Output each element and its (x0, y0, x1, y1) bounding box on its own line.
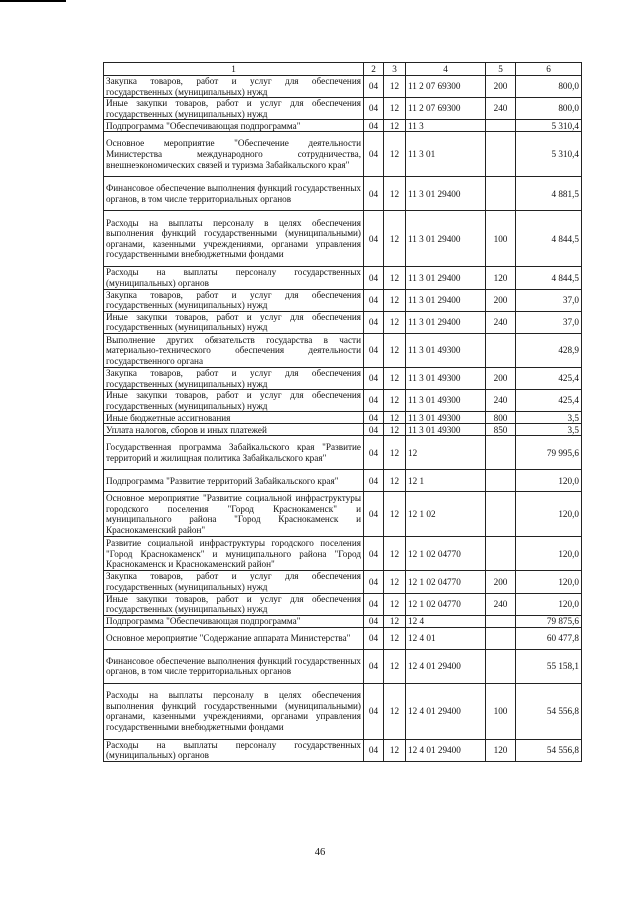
row-subsection: 12 (384, 571, 406, 593)
table-row (104, 649, 582, 683)
row-section: 04 (364, 211, 384, 267)
row-subsection: 12 (384, 470, 406, 492)
table-row (104, 424, 582, 436)
row-name: Уплата налогов, сборов и иных платежей (104, 424, 364, 436)
budget-table (103, 62, 582, 762)
row-subsection: 12 (384, 739, 406, 761)
table-row (104, 267, 582, 289)
row-target-article: 12 4 01 29400 (406, 739, 486, 761)
row-expense-type (486, 537, 516, 571)
row-amount: 425,4 (516, 367, 582, 389)
row-target-article: 11 3 (406, 120, 486, 132)
row-subsection: 12 (384, 98, 406, 120)
row-expense-type: 200 (486, 289, 516, 311)
row-amount: 4 844,5 (516, 267, 582, 289)
row-name: Финансовое обеспечение выполнения функций государственных органов, в том числе территориальных органов (104, 649, 364, 683)
row-section: 04 (364, 267, 384, 289)
row-subsection: 12 (384, 311, 406, 333)
row-section: 04 (364, 649, 384, 683)
table-row (104, 537, 582, 571)
row-section: 04 (364, 683, 384, 739)
row-amount: 5 310,4 (516, 120, 582, 132)
table-row (104, 412, 582, 424)
row-target-article: 12 (406, 436, 486, 470)
row-target-article: 12 4 01 29400 (406, 649, 486, 683)
row-name: Государственная программа Забайкальского края "Развитие территорий и жилищная политика Забайкальского края" (104, 436, 364, 470)
row-target-article: 11 3 01 (406, 132, 486, 177)
row-section: 04 (364, 98, 384, 120)
row-section: 04 (364, 412, 384, 424)
row-amount: 54 556,8 (516, 683, 582, 739)
row-section: 04 (364, 537, 384, 571)
row-name: Иные закупки товаров, работ и услуг для обеспечения государственных (муниципальных) нужд (104, 311, 364, 333)
row-subsection: 12 (384, 177, 406, 211)
row-target-article: 12 1 02 04770 (406, 537, 486, 571)
row-subsection: 12 (384, 424, 406, 436)
row-subsection: 12 (384, 390, 406, 412)
table-row (104, 436, 582, 470)
table-row (104, 98, 582, 120)
row-target-article: 12 4 01 (406, 627, 486, 649)
row-name: Подпрограмма "Развитие территорий Забайкальского края" (104, 470, 364, 492)
row-name: Расходы на выплаты персоналу в целях обеспечения выполнения функций государственными (муниципальными) органами, казенными учреждениями, органами управления государственными внебюджетными фондами (104, 211, 364, 267)
row-section: 04 (364, 593, 384, 615)
row-target-article: 11 3 01 29400 (406, 311, 486, 333)
row-expense-type (486, 333, 516, 367)
row-amount: 37,0 (516, 311, 582, 333)
row-section: 04 (364, 627, 384, 649)
row-target-article: 11 3 01 49300 (406, 390, 486, 412)
row-amount: 800,0 (516, 98, 582, 120)
row-subsection: 12 (384, 412, 406, 424)
row-target-article: 11 3 01 49300 (406, 333, 486, 367)
row-expense-type (486, 177, 516, 211)
row-amount: 425,4 (516, 390, 582, 412)
row-amount: 60 477,8 (516, 627, 582, 649)
row-name: Расходы на выплаты персоналу в целях обеспечения выполнения функций государственными (муниципальными) органами, казенными учреждениями, органами управления государственными внебюджетными фондами (104, 683, 364, 739)
table-row (104, 739, 582, 761)
row-expense-type (486, 470, 516, 492)
row-subsection: 12 (384, 492, 406, 537)
row-target-article: 12 1 02 04770 (406, 593, 486, 615)
row-subsection: 12 (384, 367, 406, 389)
row-section: 04 (364, 367, 384, 389)
row-expense-type: 120 (486, 267, 516, 289)
row-section: 04 (364, 76, 384, 98)
row-expense-type: 240 (486, 98, 516, 120)
row-expense-type: 100 (486, 211, 516, 267)
row-name: Закупка товаров, работ и услуг для обеспечения государственных (муниципальных) нужд (104, 76, 364, 98)
table-row (104, 470, 582, 492)
row-expense-type: 850 (486, 424, 516, 436)
row-section: 04 (364, 390, 384, 412)
table-row (104, 132, 582, 177)
row-amount: 120,0 (516, 593, 582, 615)
row-subsection: 12 (384, 436, 406, 470)
row-expense-type: 240 (486, 593, 516, 615)
row-section: 04 (364, 571, 384, 593)
row-name: Подпрограмма "Обеспечивающая подпрограмма" (104, 615, 364, 627)
row-target-article: 12 1 (406, 470, 486, 492)
row-expense-type: 240 (486, 390, 516, 412)
row-amount: 800,0 (516, 76, 582, 98)
row-section: 04 (364, 615, 384, 627)
row-name: Развитие социальной инфраструктуры городского поселения "Город Краснокаменск" и муниципального района "Город Краснокаменск и Краснокаменский район" (104, 537, 364, 571)
row-expense-type (486, 615, 516, 627)
row-target-article: 12 1 02 04770 (406, 571, 486, 593)
row-target-article: 11 2 07 69300 (406, 98, 486, 120)
row-name: Основное мероприятие "Обеспечение деятельности Министерства международного сотрудничества, внешнеэкономических связей и туризма Забайкальского края" (104, 132, 364, 177)
row-subsection: 12 (384, 537, 406, 571)
table-row (104, 177, 582, 211)
row-amount: 428,9 (516, 333, 582, 367)
row-target-article: 11 3 01 49300 (406, 412, 486, 424)
row-name: Расходы на выплаты персоналу государственных (муниципальных) органов (104, 267, 364, 289)
row-name: Закупка товаров, работ и услуг для обеспечения государственных (муниципальных) нужд (104, 367, 364, 389)
row-target-article: 11 3 01 29400 (406, 289, 486, 311)
header-cell: 6 (516, 63, 582, 76)
row-name: Иные закупки товаров, работ и услуг для обеспечения государственных (муниципальных) нужд (104, 593, 364, 615)
row-expense-type: 200 (486, 571, 516, 593)
row-amount: 54 556,8 (516, 739, 582, 761)
table-row (104, 333, 582, 367)
row-name: Основное мероприятие "Содержание аппарата Министерства" (104, 627, 364, 649)
row-amount: 5 310,4 (516, 132, 582, 177)
row-name: Закупка товаров, работ и услуг для обеспечения государственных (муниципальных) нужд (104, 571, 364, 593)
table-row (104, 390, 582, 412)
row-expense-type: 240 (486, 311, 516, 333)
row-subsection: 12 (384, 333, 406, 367)
row-amount: 79 995,6 (516, 436, 582, 470)
row-subsection: 12 (384, 627, 406, 649)
row-amount: 55 158,1 (516, 649, 582, 683)
row-section: 04 (364, 333, 384, 367)
row-subsection: 12 (384, 593, 406, 615)
row-section: 04 (364, 492, 384, 537)
row-name: Подпрограмма "Обеспечивающая подпрограмма" (104, 120, 364, 132)
row-subsection: 12 (384, 289, 406, 311)
row-expense-type (486, 120, 516, 132)
row-section: 04 (364, 739, 384, 761)
header-cell: 2 (364, 63, 384, 76)
row-name: Иные закупки товаров, работ и услуг для обеспечения государственных (муниципальных) нужд (104, 98, 364, 120)
row-section: 04 (364, 436, 384, 470)
table-row (104, 492, 582, 537)
header-cell: 5 (486, 63, 516, 76)
row-target-article: 11 3 01 49300 (406, 367, 486, 389)
row-subsection: 12 (384, 649, 406, 683)
row-section: 04 (364, 177, 384, 211)
table-row (104, 593, 582, 615)
row-target-article: 11 3 01 29400 (406, 211, 486, 267)
row-expense-type: 800 (486, 412, 516, 424)
row-amount: 79 875,6 (516, 615, 582, 627)
row-name: Основное мероприятие "Развитие социальной инфраструктуры городского поселения "Город Краснокаменск" и муниципального района "Город Краснокаменск и Краснокаменский район" (104, 492, 364, 537)
row-subsection: 12 (384, 76, 406, 98)
row-name: Закупка товаров, работ и услуг для обеспечения государственных (муниципальных) нужд (104, 289, 364, 311)
row-subsection: 12 (384, 267, 406, 289)
row-target-article: 11 3 01 29400 (406, 267, 486, 289)
row-expense-type (486, 436, 516, 470)
row-section: 04 (364, 424, 384, 436)
row-name: Иные закупки товаров, работ и услуг для обеспечения государственных (муниципальных) нужд (104, 390, 364, 412)
table-header-row (104, 63, 582, 76)
row-name: Выполнение других обязательств государства в части материально-технического обеспечения деятельности государственного органа (104, 333, 364, 367)
table-row (104, 683, 582, 739)
row-subsection: 12 (384, 211, 406, 267)
table-row (104, 289, 582, 311)
table-row (104, 211, 582, 267)
table-row (104, 76, 582, 98)
row-subsection: 12 (384, 132, 406, 177)
row-expense-type (486, 132, 516, 177)
row-amount: 120,0 (516, 492, 582, 537)
row-target-article: 11 3 01 49300 (406, 424, 486, 436)
row-section: 04 (364, 311, 384, 333)
header-cell: 1 (104, 63, 364, 76)
row-section: 04 (364, 289, 384, 311)
row-expense-type (486, 649, 516, 683)
row-subsection: 12 (384, 120, 406, 132)
table-row (104, 120, 582, 132)
row-amount: 4 844,5 (516, 211, 582, 267)
table-row (104, 571, 582, 593)
page-number: 46 (314, 847, 326, 858)
row-amount: 4 881,5 (516, 177, 582, 211)
table-row (104, 627, 582, 649)
row-expense-type: 200 (486, 367, 516, 389)
row-name: Финансовое обеспечение выполнения функций государственных органов, в том числе территориальных органов (104, 177, 364, 211)
row-expense-type: 120 (486, 739, 516, 761)
row-name: Иные бюджетные ассигнования (104, 412, 364, 424)
row-amount: 120,0 (516, 470, 582, 492)
row-section: 04 (364, 132, 384, 177)
row-target-article: 12 1 02 (406, 492, 486, 537)
row-target-article: 12 4 01 29400 (406, 683, 486, 739)
row-expense-type: 200 (486, 76, 516, 98)
row-amount: 3,5 (516, 424, 582, 436)
row-section: 04 (364, 120, 384, 132)
row-subsection: 12 (384, 683, 406, 739)
table-row (104, 615, 582, 627)
row-amount: 3,5 (516, 412, 582, 424)
row-subsection: 12 (384, 615, 406, 627)
header-cell: 3 (384, 63, 406, 76)
table-row (104, 367, 582, 389)
header-cell: 4 (406, 63, 486, 76)
row-amount: 120,0 (516, 537, 582, 571)
row-expense-type (486, 627, 516, 649)
row-target-article: 11 2 07 69300 (406, 76, 486, 98)
row-amount: 37,0 (516, 289, 582, 311)
table-row (104, 311, 582, 333)
row-expense-type (486, 492, 516, 537)
row-target-article: 12 4 (406, 615, 486, 627)
row-expense-type: 100 (486, 683, 516, 739)
scan-edge-mark (0, 0, 66, 2)
row-target-article: 11 3 01 29400 (406, 177, 486, 211)
row-name: Расходы на выплаты персоналу государственных (муниципальных) органов (104, 739, 364, 761)
row-section: 04 (364, 470, 384, 492)
row-amount: 120,0 (516, 571, 582, 593)
